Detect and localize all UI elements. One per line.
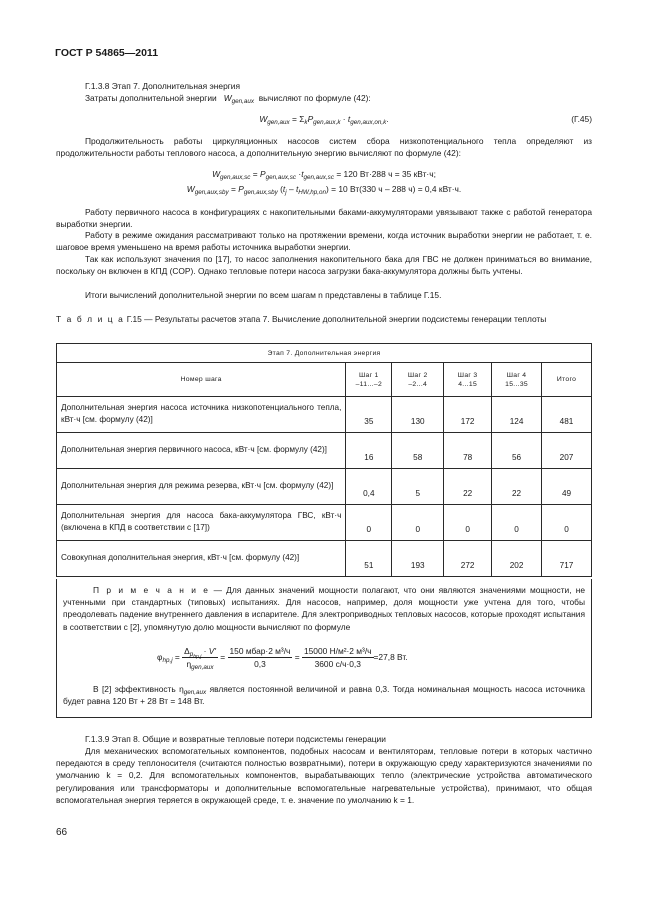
note-efficiency: В [2] эффективность $\eta_{gen,aux}$ является постоянной величиной и равна 0,3. Тогда номинальная мощность насоса источника будет равна 120 Вт + 28 Вт = 148 Вт. <box>63 684 585 707</box>
page-number: 66 <box>56 827 68 838</box>
paragraph-stage8: Для механических вспомогательных компонентов, подобных насосам и вентиляторам, тепловые потери в которых частично передаются в среду теплоносителя (считаются полностью возвратными), потери в окружающую среду характеризуются значениями по умолчанию k = 0,2. Для вспомогательных компонентов, вырабатывающих тепло (электрические устройства автоматического регулирования или трансформаторы и дополнительные вспомогательные нагревательные устройства), принимают, что общая вспомогательная энергия теряется в окружающей среде, т. е. значение по умолчанию k = 1. <box>56 746 592 805</box>
cell: 16 <box>346 433 392 469</box>
col-step-1: Шаг 1 –11...–2 <box>346 363 392 397</box>
row-label: Дополнительная энергия первичного насоса, кВт·ч [см. формулу (42)] <box>57 433 346 469</box>
table-row <box>57 469 592 505</box>
cell: 272 <box>444 541 492 577</box>
col-step-4: Шаг 4 15...35 <box>492 363 542 397</box>
cell: 124 <box>492 397 542 433</box>
cell: 0,4 <box>346 469 392 505</box>
cell: 481 <box>542 397 592 433</box>
cell: 49 <box>542 469 592 505</box>
section-title-stage8: Г.1.3.9 Этап 8. Общие и возвратные тепловые потери подсистемы генерации <box>85 734 386 744</box>
cell: 51 <box>346 541 392 577</box>
col-step-2: Шаг 2 –2...4 <box>392 363 444 397</box>
table-row <box>57 541 592 577</box>
table-header-row <box>57 363 592 397</box>
section-title: Г.1.3.8 Этап 7. Дополнительная энергия <box>85 81 241 91</box>
cell: 172 <box>444 397 492 433</box>
table-caption: Т а б л и ц а Г.15 — Результаты расчетов этапа 7. Вычисление дополнительной энергии подсистемы генерации теплоты <box>56 314 547 324</box>
row-label: Дополнительная энергия насоса источника низкопотенциального тепла, кВт·ч [см. формулу (42)] <box>57 397 346 433</box>
paragraph-primary-pump: Работу первичного насоса в конфигурациях с накопительными баками-аккумуляторами увязывают также с работой генератора выработки энергии. <box>56 207 592 230</box>
paragraph-dhw-pump: Так как используют значения по [17], то насос заполнения накопительного бака для ГВС не должен приниматься во внимание, поскольку он включен в КПД (COP). Однако тепловые потери насоса загрузки бака-аккумулятора должны быть учтены. <box>56 254 592 277</box>
cell: 0 <box>444 505 492 541</box>
cell: 207 <box>542 433 592 469</box>
cell: 717 <box>542 541 592 577</box>
col-step-3: Шаг 3 4...15 <box>444 363 492 397</box>
equation-g45: $W_{gen,aux} = \Sigma_kP_{gen,aux,k} \cdot t_{gen,aux,on,k}$. (Г.45) <box>259 114 592 126</box>
paragraph-results: Итоги вычислений дополнительной энергии по всем шагам n представлены в таблице Г.15. <box>85 290 442 300</box>
table-note <box>56 579 592 718</box>
cell: 56 <box>492 433 542 469</box>
cell: 0 <box>492 505 542 541</box>
paragraph-pumps: Продолжительность работы циркуляционных насосов систем сбора низкопотенциального тепла определяют из продолжительности работы теплового насоса, а дополнительную энергию вычисляют по формуле (42): <box>56 136 592 159</box>
col-step-number: Номер шага <box>57 363 346 397</box>
cell: 5 <box>392 469 444 505</box>
cell: 0 <box>542 505 592 541</box>
equation-sby: $W_{gen,aux,sby} = P_{gen,aux,sby}$ $(t_j - t_{HW,hp,on}) = 10$ Вт(330 ч – 288 ч) = 0,4 кВт·ч. <box>186 184 462 196</box>
table-row <box>57 397 592 433</box>
cell: 130 <box>392 397 444 433</box>
cell: 58 <box>392 433 444 469</box>
cell: 0 <box>346 505 392 541</box>
cell: 0 <box>392 505 444 541</box>
paragraph-standby: Работу в режиме ожидания рассматривают только на протяжении времени, когда источник выработки энергии не работает, т. е. шаговое время уменьшено на время работы источника выработки энергии. <box>56 230 592 253</box>
document-header: ГОСТ Р 54865—2011 <box>55 47 159 59</box>
section-heading-stage7 <box>56 80 592 104</box>
table-title: Этап 7. Дополнительная энергия <box>57 344 592 363</box>
table-row <box>57 505 592 541</box>
results-table <box>56 343 592 577</box>
cell: 193 <box>392 541 444 577</box>
formula-intro: Затраты дополнительной энергии $W_{gen,aux}$ вычисляют по формуле (42): <box>85 93 371 106</box>
row-label: Совокупная дополнительная энергия, кВт·ч [см. формулу (42)] <box>57 541 346 577</box>
cell: 35 <box>346 397 392 433</box>
cell: 202 <box>492 541 542 577</box>
cell: 78 <box>444 433 492 469</box>
table-row <box>57 433 592 469</box>
note-text: П р и м е ч а н и е — Для данных значений мощности полагают, что они являются значениями мощности, не учтенными при стандартных (типовых) испытаниях. Для насосов, например, доля мощности уже учтена для того, чтобы преодолевать падение внутреннего давления в испарителе. Для электроприводных тепловых насосов, которые проходят испытания в соответствии с [2], упомянутую долю мощности вычисляют по формуле <box>63 585 585 632</box>
row-label: Дополнительная энергия для насоса бака-аккумулятора ГВС, кВт·ч (включена в КПД в соответствии с [17]) <box>57 505 346 541</box>
note-formula: $\varphi_{hp,j}$ = $\frac{\Delta_{p_{hp,j}} \cdot V'}{\eta_{gen,aux}}$ = $\frac{\text{150 мбар·2 м³/ч}}{0,3}$ = $\frac{\text{15000 Н/м²·2 м³/ч}}{3600 с/ч\cdot 0,3}$ =27,8 Вт. <box>157 646 408 672</box>
cell: 22 <box>492 469 542 505</box>
equation-sc: $W_{gen,aux,sc} = P_{gen,aux,sc} \cdot t_{gen,aux,sc} = 120$ Вт·288 ч = 35 кВт·ч; <box>212 169 436 181</box>
cell: 22 <box>444 469 492 505</box>
equation-number: (Г.45) <box>571 114 592 124</box>
col-total: Итого <box>542 363 592 397</box>
row-label: Дополнительная энергия для режима резерва, кВт·ч [см. формулу (42)] <box>57 469 346 505</box>
